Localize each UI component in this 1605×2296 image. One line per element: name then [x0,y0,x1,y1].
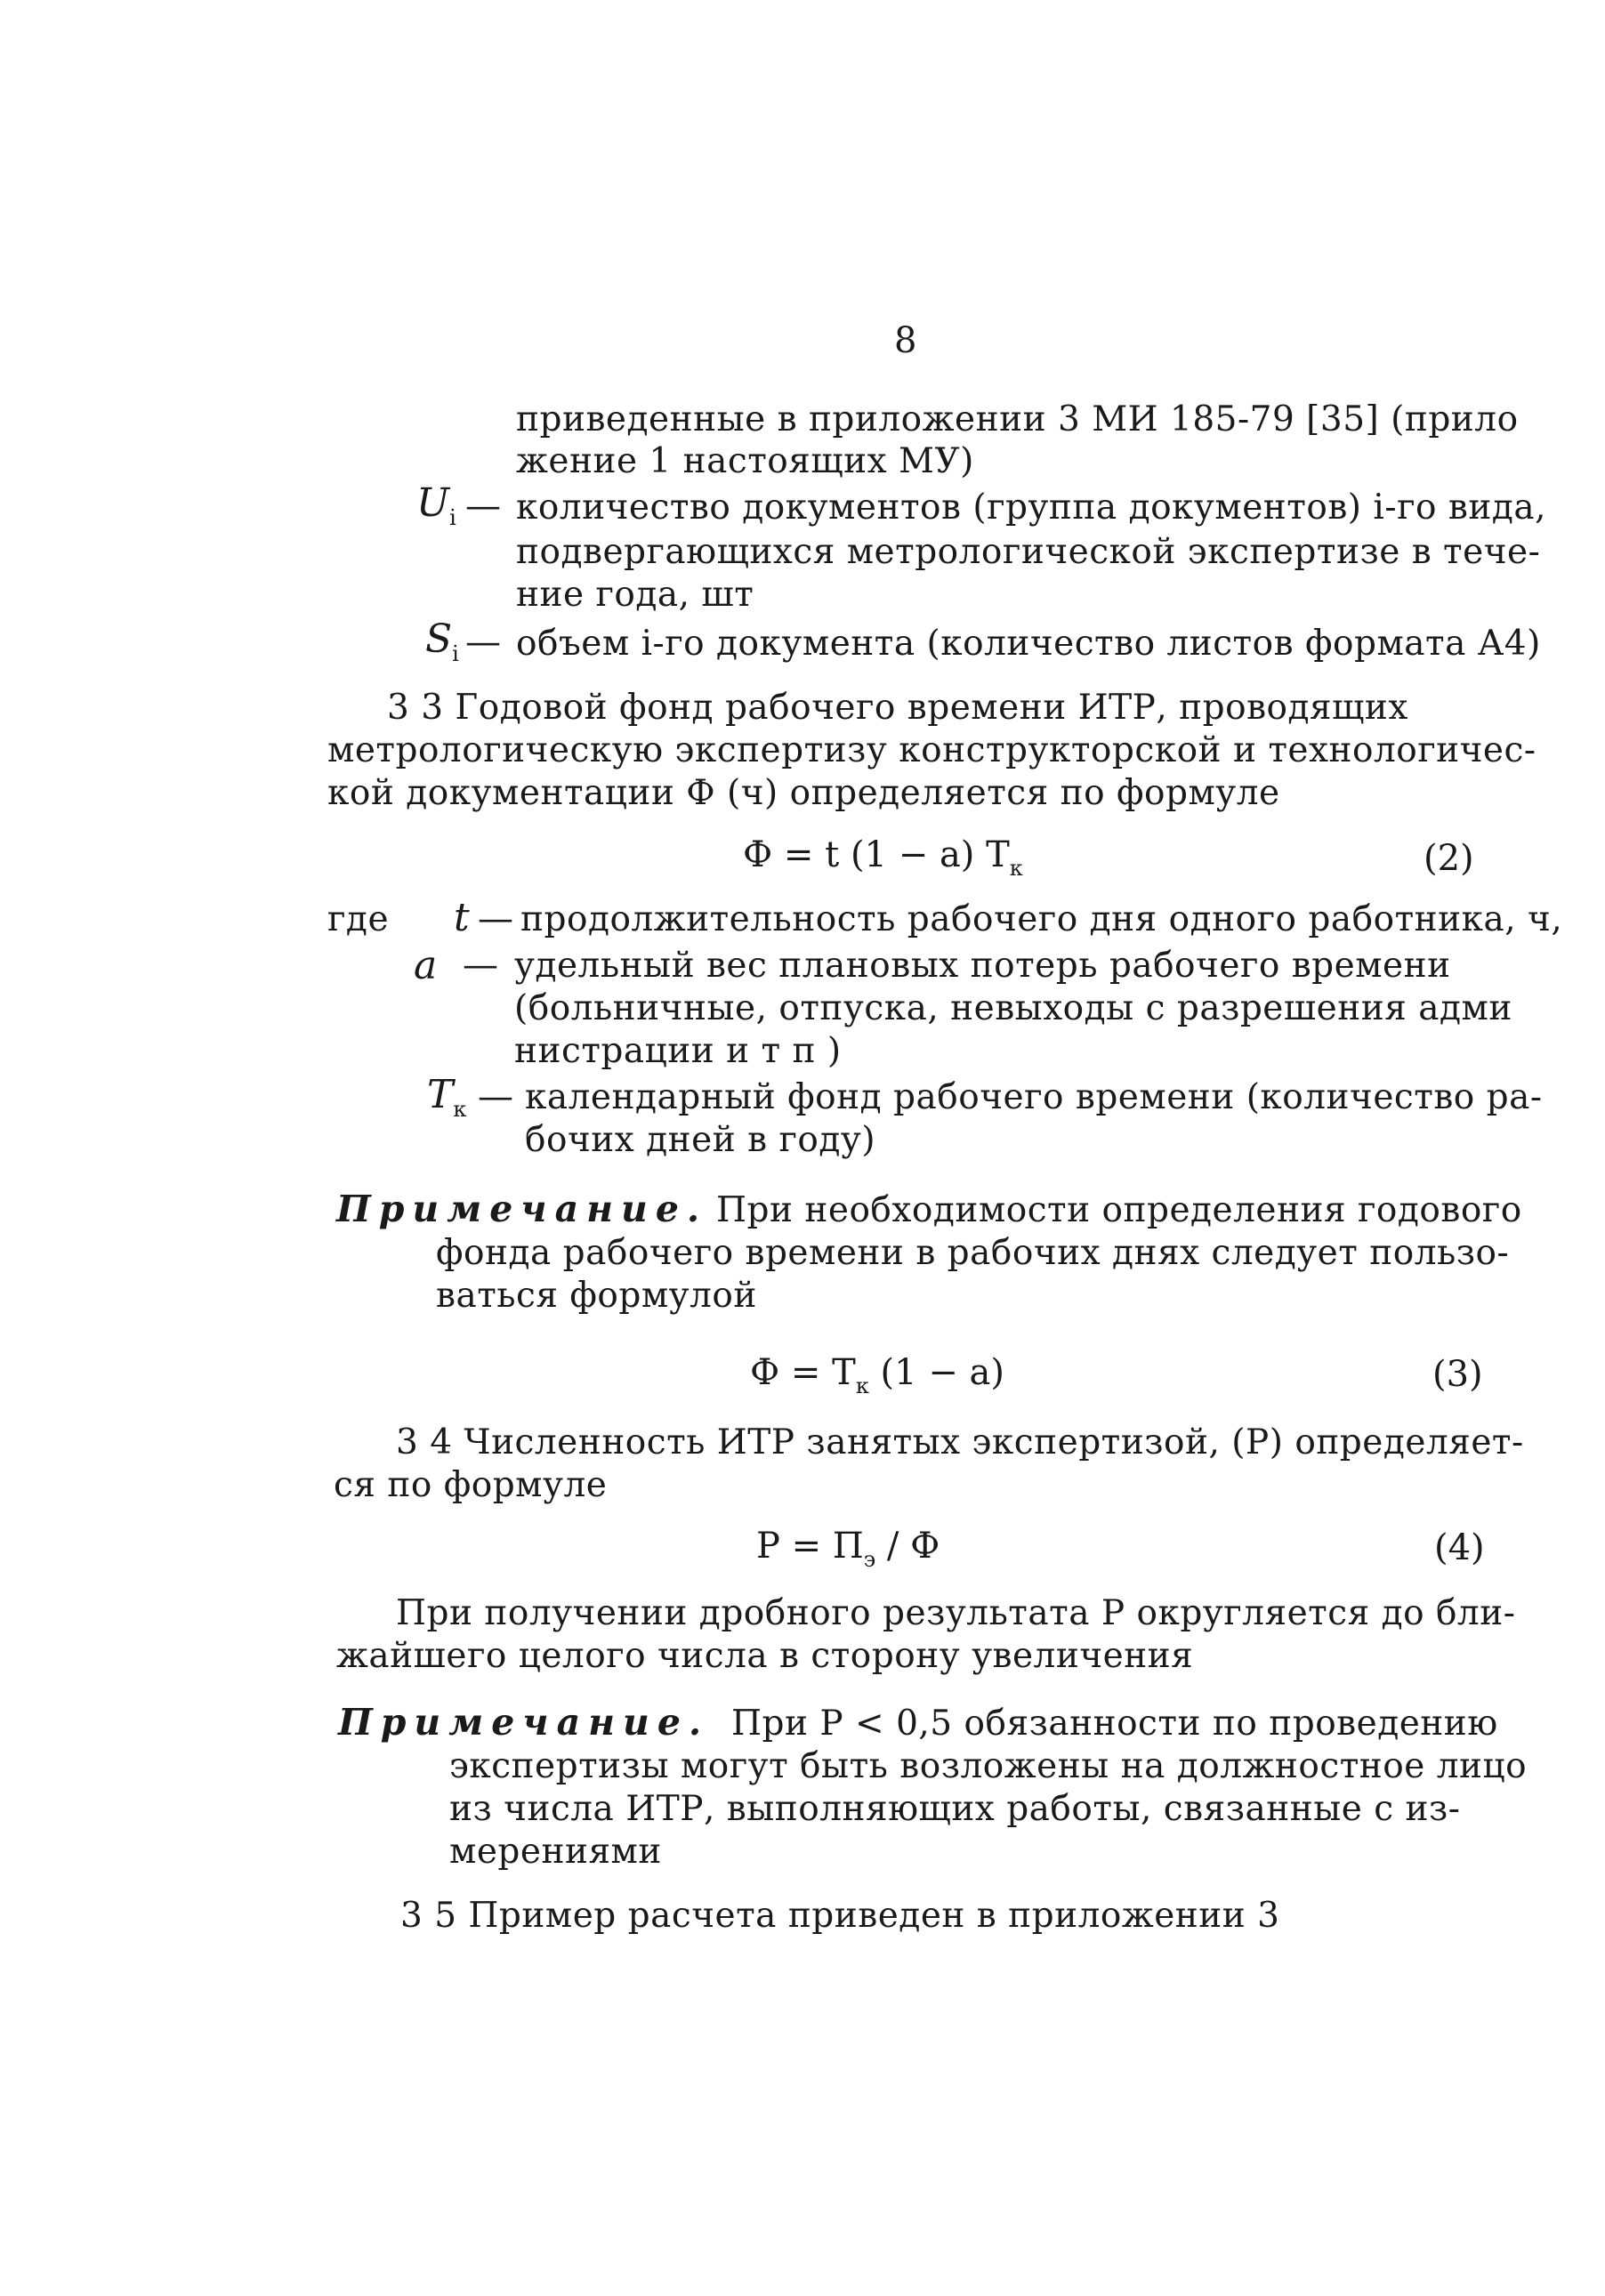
definition-dash: — [478,898,513,939]
paragraph-line: метрологическую экспертизу конструкторской и технологичес- [327,730,1536,770]
note-text-line: мерениями [449,1832,662,1872]
note-label: Примечание. [336,1188,708,1230]
definition-dash: — [465,622,501,663]
definition-text-line: продолжительность рабочего дня одного работника, ч, [520,899,1563,939]
note-text-line: фонда рабочего времени в рабочих днях следует пользо- [436,1233,1510,1273]
definition-dash: — [465,486,501,527]
note-text-line: При P < 0,5 обязанности по проведению [731,1704,1498,1744]
variable-s-symbol: Si [425,616,459,666]
definition-text-line: количество документов (группа документов) i-го вида, [516,487,1546,528]
note-text-line: При необходимости определения годового [716,1190,1522,1230]
paragraph-line: 3 3 Годовой фонд рабочего времени ИТР, проводящих [387,688,1408,728]
definition-continuation-line: жение 1 настоящих МУ) [516,441,974,481]
page-number: 8 [894,320,917,361]
definition-text-line: нистрации и т п ) [514,1031,842,1071]
definition-dash: — [478,1076,513,1117]
paragraph-line: 3 5 Пример расчета приведен в приложении 3 [400,1896,1280,1936]
paragraph-line: При получении дробного результата P округляется до бли- [396,1593,1516,1633]
definition-text-line: подвергающихся метрологической экспертизе в тече- [516,532,1541,572]
formula-2: Ф = t (1 − a) $T_к$ [743,834,1023,881]
definition-text-line: бочих дней в году) [525,1120,876,1160]
note-text-line: ваться формулой [436,1276,757,1316]
formula-number: (3) [1432,1354,1483,1395]
definition-dash: — [463,945,498,986]
definition-text-line: ние года, шт [516,575,754,615]
variable-tk-symbol: Tк [427,1072,467,1122]
note-label: Примечание. [338,1701,710,1744]
paragraph-line: жайшего целого числа в сторону увеличения [336,1636,1194,1676]
definition-text-line: календарный фонд рабочего времени (количество ра- [525,1077,1543,1117]
where-word: где [327,899,390,939]
variable-u-symbol: Ui [416,480,456,530]
paragraph-line: 3 4 Численность ИТР занятых экспертизой, (P) определяет- [396,1422,1524,1462]
note-text-line: экспертизы могут быть возложены на должностное лицо [449,1746,1528,1786]
definition-text-line: объем i-го документа (количество листов формата А4) [516,624,1541,664]
definition-text-line: удельный вес плановых потерь рабочего времени [514,946,1451,986]
note-text-line: из числа ИТР, выполняющих работы, связанные с из- [449,1789,1461,1829]
variable-a-symbol: a [414,943,438,988]
variable-t-symbol: t [454,895,470,940]
formula-number: (4) [1434,1527,1485,1568]
definition-continuation-line: приведенные в приложении 3 МИ 185-79 [35] (прило [516,399,1519,439]
paragraph-line: кой документации Ф (ч) определяется по формуле [327,773,1280,813]
formula-3: $Ф = T_к$ (1 − a) [750,1352,1004,1398]
formula-4: $P = П_э / Ф$ [756,1526,940,1572]
formula-number: (2) [1424,838,1474,879]
paragraph-line: ся по формуле [334,1465,608,1505]
definition-text-line: (больничные, отпуска, невыходы с разрешения адми [514,988,1512,1028]
